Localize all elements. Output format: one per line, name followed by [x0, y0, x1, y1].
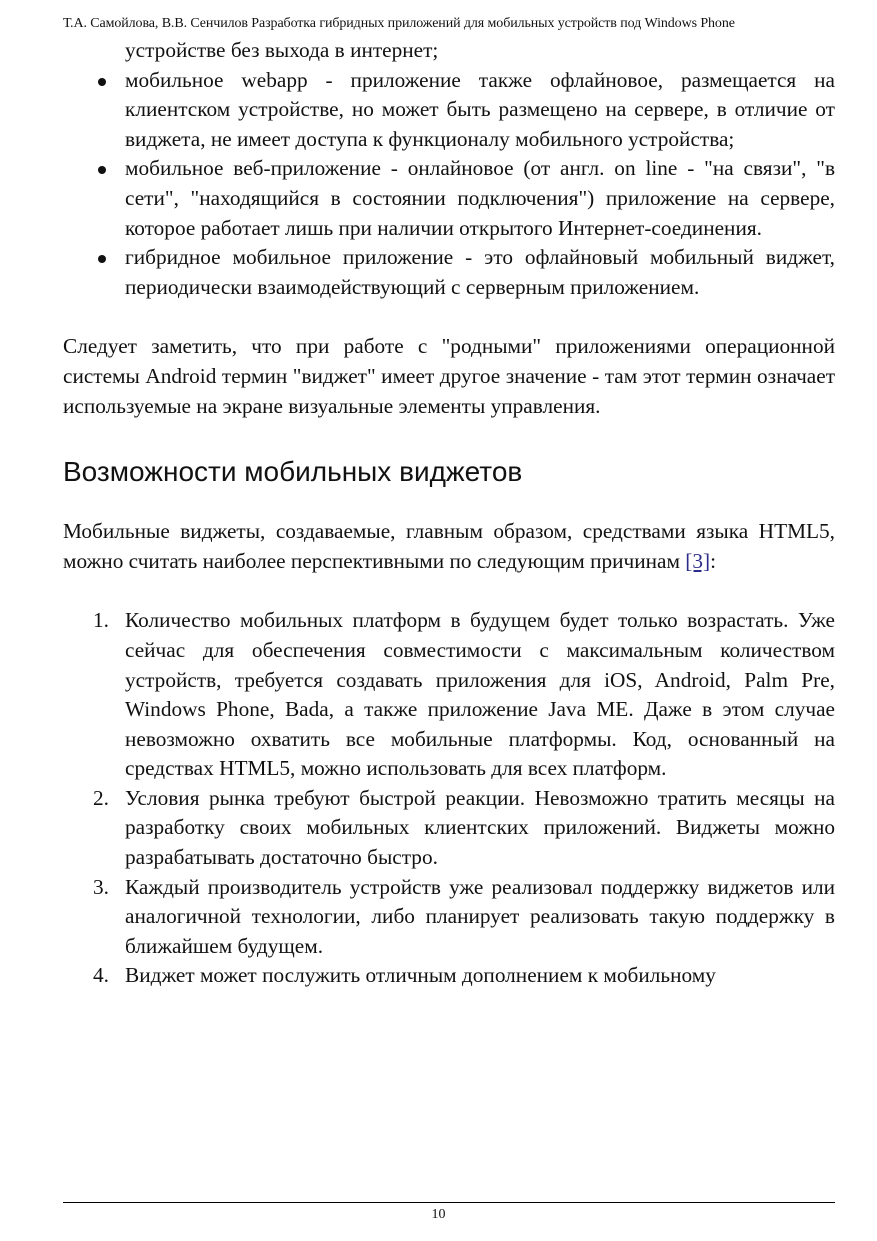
item-text: Каждый производитель устройств уже реализовал поддержку виджетов или аналогичной технологии, либо планирует реализовать такую поддержку в ближайшем будущем.: [125, 874, 835, 958]
footer-divider: [63, 1202, 835, 1203]
bullet-icon: [98, 78, 106, 86]
paragraph-suffix: :: [710, 548, 717, 573]
bullet-list: [63, 66, 835, 303]
list-item: [63, 784, 835, 873]
list-item: [63, 154, 835, 243]
continuation-line: устройстве без выхода в интернет;: [125, 38, 439, 62]
list-item: [63, 243, 835, 302]
running-header: Т.А. Самойлова, В.В. Сенчилов Разработка гибридных приложений для мобильных устройств под Windows Phone: [63, 16, 735, 31]
bullet-icon: [98, 166, 106, 174]
page-content: [63, 36, 835, 991]
bullet-text: мобильное webapp - приложение также офлайновое, размещается на клиентском устройстве, но может быть размещено на сервере, в отличие от виджета, не имеет доступа к функционалу мобильного устройства;: [125, 67, 835, 151]
paragraph-html5-widgets: [63, 517, 835, 576]
list-item: [63, 606, 835, 784]
bullet-text: гибридное мобильное приложение - это офлайновый мобильный виджет, периодически взаимодействующий с серверным приложением.: [125, 245, 835, 299]
list-item: [63, 961, 835, 991]
bullet-text: мобильное веб-приложение - онлайновое (от англ. on line - "на связи", "в сети", "находящийся в состоянии подключения") приложение на сервере, которое работает лишь при наличии открытого Интернет-соединения.: [125, 156, 835, 240]
item-text: Условия рынка требуют быстрой реакции. Невозможно тратить месяцы на разработку своих мобильных клиентских приложений. Виджеты можно разрабатывать достаточно быстро.: [125, 785, 835, 870]
reference-link[interactable]: [3]: [685, 548, 711, 573]
item-number: 3.: [93, 874, 109, 899]
paragraph-text: Мобильные виджеты, создаваемые, главным образом, средствами языка HTML5, можно считать наиболее перспективными по следующим причинам: [63, 519, 835, 573]
list-item: [63, 66, 835, 155]
item-text: Виджет может послужить отличным дополнением к мобильному: [125, 963, 716, 988]
item-number: 1.: [93, 608, 109, 633]
section-heading: Возможности мобильных виджетов: [63, 456, 523, 488]
paragraph-android-widgets: Следует заметить, что при работе с "родными" приложениями операционной системы Android термин "виджет" имеет другое значение - там этот термин означает используемые на экране визуальные элементы управления.: [63, 334, 835, 418]
bullet-icon: [98, 255, 106, 263]
page-number: 10: [431, 1207, 446, 1222]
list-item: [63, 873, 835, 962]
item-text: Количество мобильных платформ в будущем будет только возрастать. Уже сейчас для обеспечения совместимости с максимальным количеством устройств, требуется создавать приложения для iOS, Android, Palm Pre, Windows Phone, Bada, а также приложение Java ME. Даже в этом случае невозможно охватить все мобильные платформы. Код, основанный на средствах HTML5, можно использовать для всех платформ.: [125, 608, 835, 781]
item-number: 2.: [93, 785, 109, 810]
item-number: 4.: [93, 963, 109, 988]
numbered-list: [63, 606, 835, 991]
